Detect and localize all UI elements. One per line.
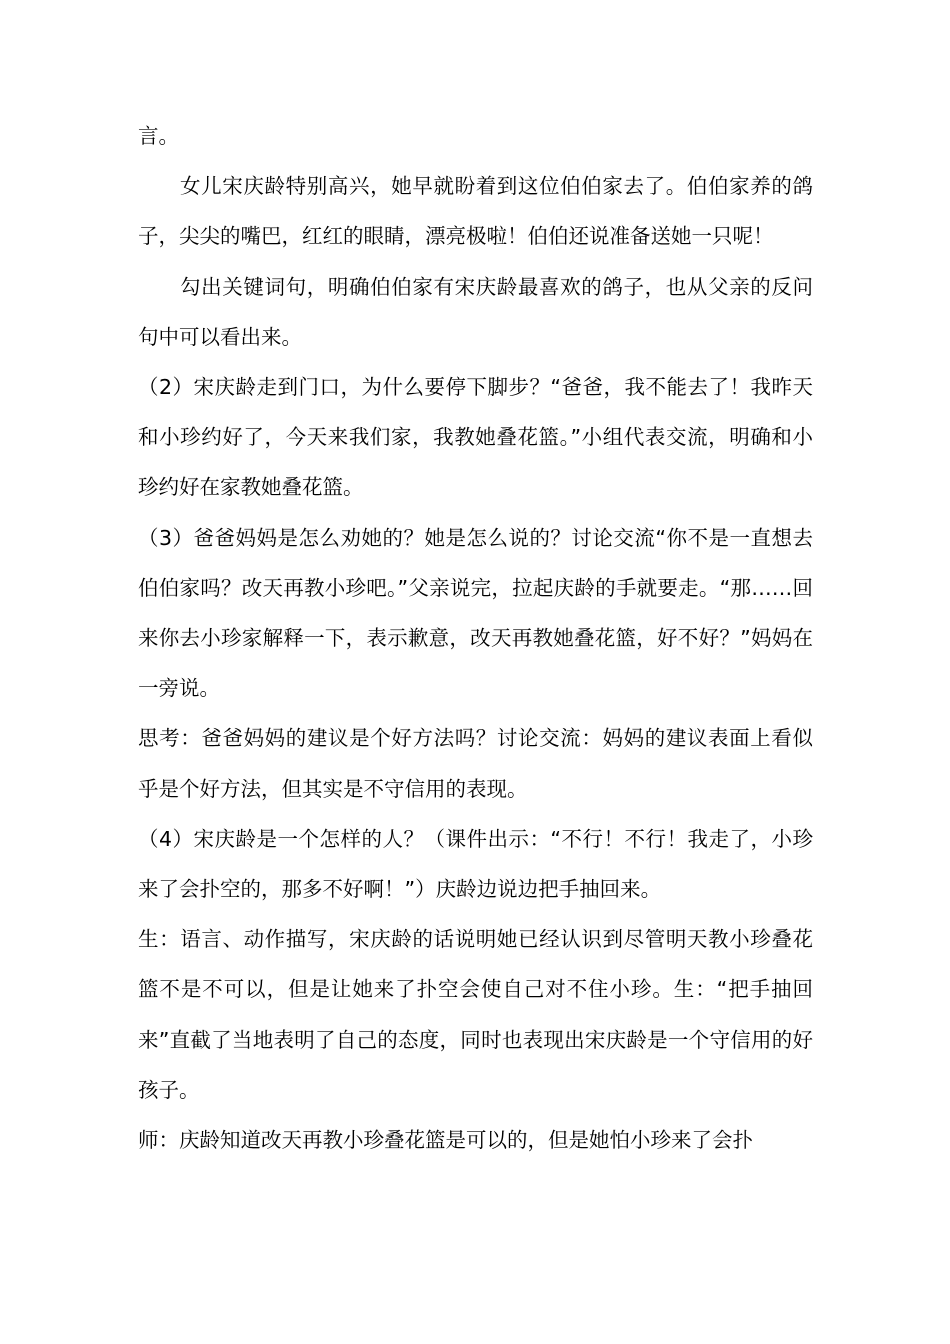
paragraph-1: 言。 [138, 124, 179, 148]
paragraph-5: （3）爸爸妈妈是怎么劝她的？她是怎么说的？讨论交流“你不是一直想去伯伯家吗？改天再教小珍吧。”父亲说完，拉起庆龄的手就要走。“那……回来你去小珍家解释一下，表示歉意，改天再教她叠花篮，好不好？”妈妈在一旁说。 [138, 525, 813, 701]
paragraph-2: 女儿宋庆龄特别高兴，她早就盼着到这位伯伯家去了。伯伯家养的鸽子，尖尖的嘴巴，红红的眼睛，漂亮极啦！伯伯还说准备送她一只呢！ [138, 174, 813, 249]
paragraph-3: 勾出关键词句，明确伯伯家有宋庆龄最喜欢的鸽子，也从父亲的反问句中可以看出来。 [138, 274, 813, 349]
paragraph-6: 思考：爸爸妈妈的建议是个好方法吗？讨论交流：妈妈的建议表面上看似乎是个好方法，但其实是不守信用的表现。 [138, 726, 813, 801]
paragraph-4: （2）宋庆龄走到门口，为什么要停下脚步？“爸爸，我不能去了！我昨天和小珍约好了，今天来我们家，我教她叠花篮。”小组代表交流，明确和小珍约好在家教她叠花篮。 [138, 375, 813, 500]
paragraph-7: （4）宋庆龄是一个怎样的人？（课件出示：“不行！不行！我走了，小珍来了会扑空的，那多不好啊！”）庆龄边说边把手抽回来。 [138, 826, 813, 902]
paragraph-8: 生：语言、动作描写，宋庆龄的话说明她已经认识到尽管明天教小珍叠花篮不是不可以，但是让她来了扑空会使自己对不住小珍。生：“把手抽回来”直截了当地表明了自己的态度，同时也表现出宋庆龄是一个守信用的好孩子。 [138, 927, 813, 1102]
document-body [138, 111, 813, 1165]
paragraph-9: 师：庆龄知道改天再教小珍叠花篮是可以的，但是她怕小珍来了会扑 [138, 1128, 753, 1153]
